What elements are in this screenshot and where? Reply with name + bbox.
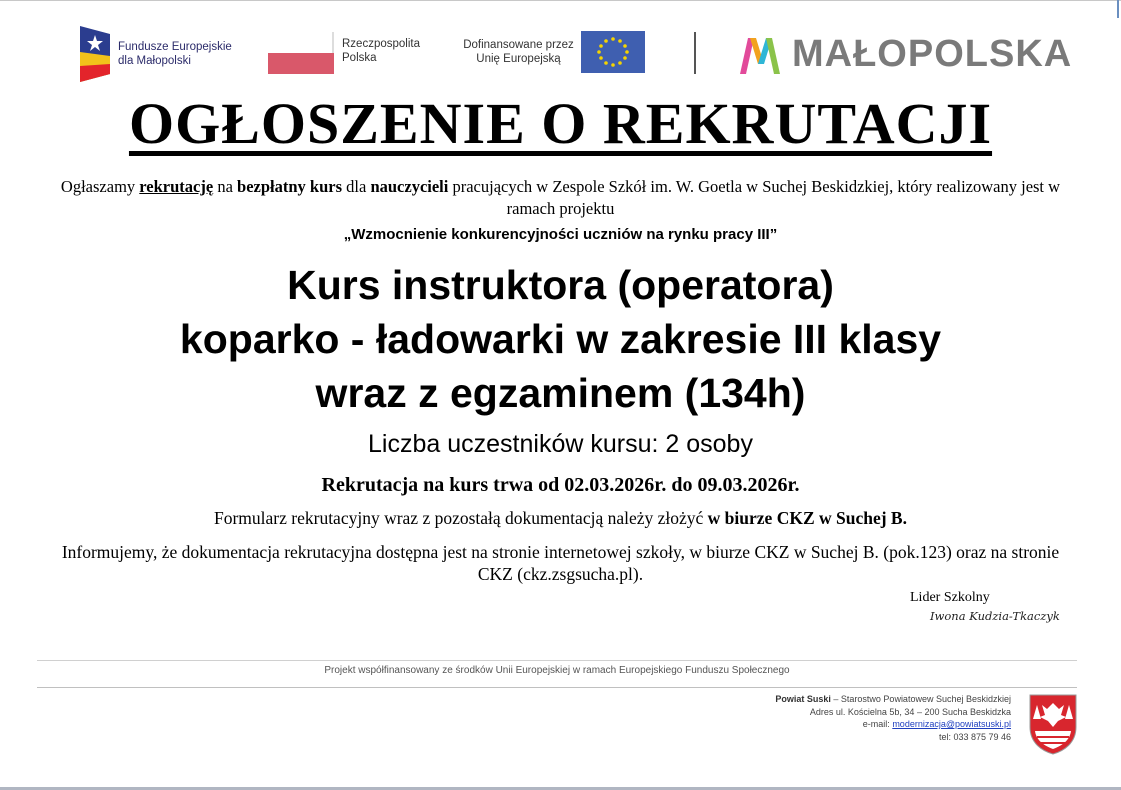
intro-recruitment: rekrutację xyxy=(139,177,214,196)
rp-logo-line2: Polska xyxy=(342,52,377,64)
malopolska-logo xyxy=(738,33,1072,76)
leader-role: Lider Szkolny xyxy=(910,590,990,605)
org-name: Powiat Suski xyxy=(775,694,831,704)
form-submission-info xyxy=(0,508,1121,529)
footer-divider-top xyxy=(37,660,1077,661)
rp-logo-line1: Rzeczpospolita xyxy=(342,38,420,50)
fe-logo-line1: Fundusze Europejskie xyxy=(118,41,232,53)
malopolska-wordmark: MAŁOPOLSKA xyxy=(792,33,1073,75)
course-line-3: wraz z egzaminem (134h) xyxy=(315,370,806,416)
project-name: „Wzmocnienie konkurencyjności uczniów na rynku pracy III” xyxy=(343,226,778,243)
logo-divider xyxy=(694,32,696,74)
email-link[interactable]: modernizacja@powiatsuski.pl xyxy=(892,719,1011,729)
fe-star-icon xyxy=(80,26,110,82)
intro-part-5: dla xyxy=(342,177,371,196)
title-text: OGŁOSZENIE O REKRUTACJI xyxy=(128,91,993,156)
recruitment-dates: Rekrutacja na kurs trwa od 02.03.2026r. do 09.03.2026r. xyxy=(321,474,800,496)
powiat-suski-crest-icon xyxy=(1028,693,1078,755)
page-top-border xyxy=(0,0,1121,1)
intro-teachers: nauczycieli xyxy=(370,177,449,196)
ue-logo-line2: Unię Europejską xyxy=(476,53,561,65)
email-label: e-mail: xyxy=(862,719,893,729)
org-street: Adres ul. Kościelna 5b, 34 – 200 Sucha Beskidzka xyxy=(809,706,1011,717)
course-title xyxy=(0,258,1121,420)
leader-signature: Iwona Kudzia-Tkaczyk xyxy=(930,609,1060,623)
malopolska-m-icon xyxy=(738,34,782,76)
intro-free-course: bezpłatny kurs xyxy=(237,177,343,196)
intro-paragraph xyxy=(60,176,1061,220)
org-name-rest: – Starostwo Powiatowew Suchej Beskidzkiej xyxy=(830,694,1011,704)
polish-flag-icon xyxy=(268,32,334,74)
page-title xyxy=(0,90,1121,157)
org-phone: tel: 033 875 79 46 xyxy=(938,731,1011,742)
course-line-2: koparko - ładowarki w zakresie III klasy xyxy=(179,316,942,362)
footer-cofinancing-note: Projekt współfinansowany ze środków Unii Europejskiej w ramach Europejskiego Funduszu Społecznego xyxy=(324,665,790,676)
scrollbar-indicator xyxy=(1117,0,1119,18)
rzeczpospolita-polska-logo xyxy=(268,32,420,74)
footer-divider-bottom xyxy=(37,687,1077,688)
participants-count: Liczba uczestników kursu: 2 osoby xyxy=(368,430,753,458)
course-line-1: Kurs instruktora (operatora) xyxy=(287,262,834,308)
organization-address xyxy=(775,693,1011,743)
fe-logo-line2: dla Małopolski xyxy=(118,55,191,67)
form-location: w biurze CKZ w Suchej B. xyxy=(707,508,907,528)
documentation-info: Informujemy, że dokumentacja rekrutacyjna dostępna jest na stronie internetowej szkoły, w biurze CKZ w Suchej B. (pok.123) oraz na stronie CKZ (ckz.zsgsucha.pl). xyxy=(61,542,1060,584)
eu-flag-icon xyxy=(581,31,645,73)
form-text: Formularz rekrutacyjny wraz z pozostałą dokumentacją należy złożyć xyxy=(214,508,708,528)
ue-logo-line1: Dofinansowane przez xyxy=(463,39,574,51)
eu-cofinanced-logo xyxy=(456,31,645,73)
intro-part-1: Ogłaszamy xyxy=(60,177,140,196)
intro-part-7: pracujących w Zespole Szkół im. W. Goetla w Suchej Beskidzkiej, który realizowany jest w ramach projektu xyxy=(448,177,1061,218)
fundusze-europejskie-logo xyxy=(80,26,258,82)
intro-part-3: na xyxy=(213,177,238,196)
